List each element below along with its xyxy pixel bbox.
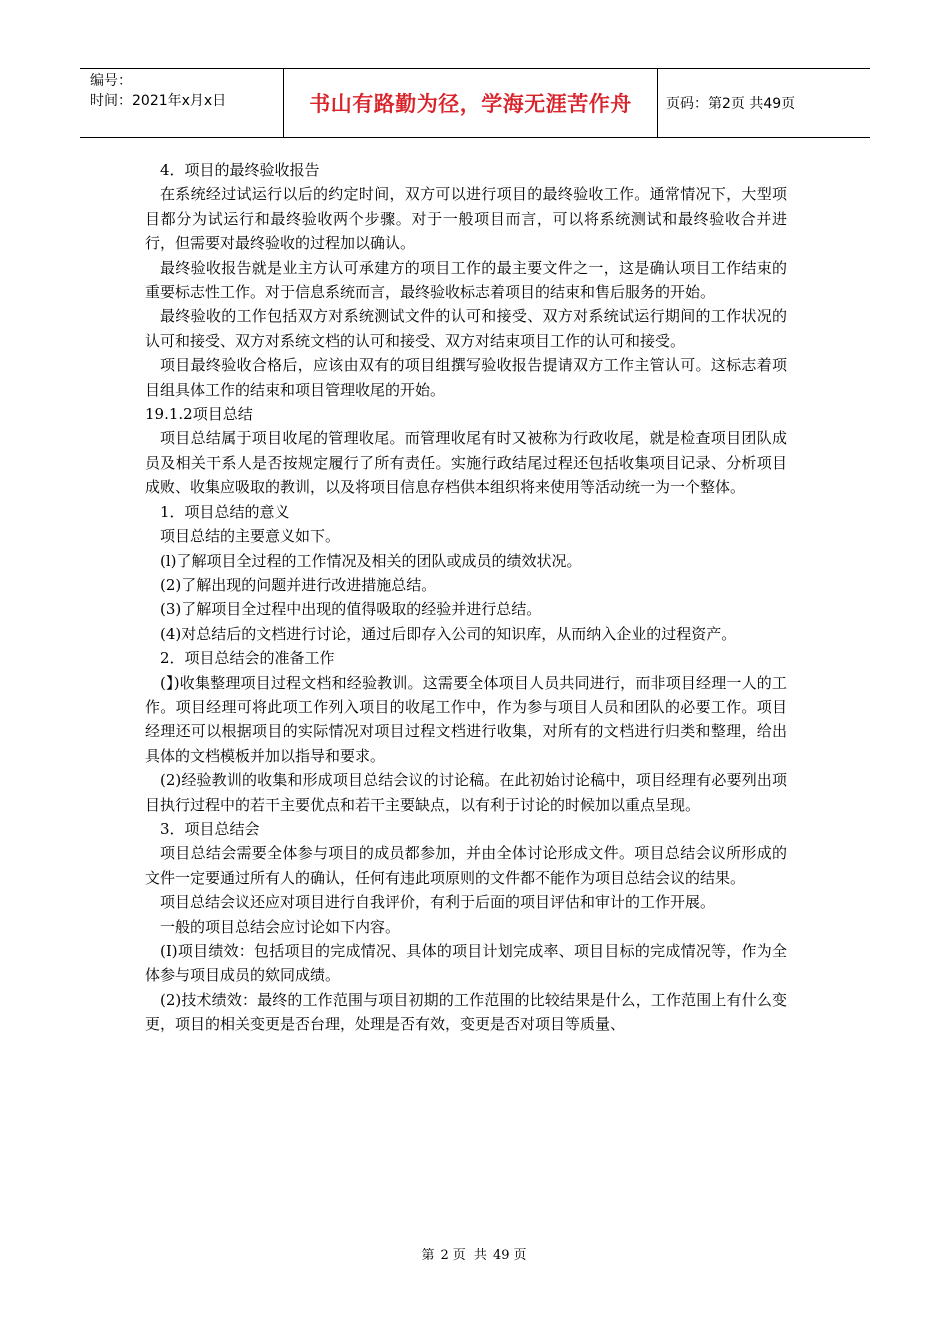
header-motto: 书山有路勤为径，学海无涯苦作舟 xyxy=(309,92,632,116)
paragraph: 4．项目的最终验收报告 xyxy=(160,161,320,179)
footer-page-number: 2 xyxy=(440,1248,449,1263)
paragraph: 最终验收报告就是业主方认可承建方的项目工作的最主要文件之一，这是确认项目工作结束的重要标志性工作。对于信息系统而言，最终验收标志着项目的结束和售后服务的开始。 xyxy=(145,258,787,302)
paragraph: 1．项目总结的意义 xyxy=(160,502,290,521)
footer-suffix: 页 xyxy=(513,1248,529,1263)
paragraph: (2)了解出现的问题并进行改进措施总结。 xyxy=(160,575,437,594)
paragraph: 在系统经过试运行以后的约定时间，双方可以进行项目的最终验收工作。通常情况下，大型项目都分为试运行和最终验收两个步骤。对于一般项目而言，可以将系统测试和最终验收合并进行，但需要对最终验收的过程加以确认。 xyxy=(145,185,787,253)
paragraph: (I)项目绩效：包括项目的完成情况、具体的项目计划完成率、项目目标的完成情况等，作为全体参与项目成员的欸同成绩。 xyxy=(145,942,787,985)
page-footer xyxy=(0,1244,950,1263)
paragraph: 项目总结会需要全体参与项目的成员都参加，并由全体讨论形成文件。项目总结会议所形成的文件一定要通过所有人的确认，任何有违此项原则的文件都不能作为项目总结会议的结果。 xyxy=(145,844,787,887)
paragraph: 项目最终验收合格后，应该由双有的项目组撰写验收报告提请双方工作主管认可。这标志着项目组具体工作的结束和项目管理收尾的开始。 xyxy=(145,356,787,399)
document-body xyxy=(145,158,787,1037)
paragraph: 项目总结属于项目收尾的管理收尾。而管理收尾有时又被称为行政收尾，就是检查项目团队成员及相关干系人是否按规定履行了所有责任。实施行政结尾过程还包括收集项目记录、分析项目成败、收集应吸取的教训，以及将项目信息存档供本组织将来使用等活动统一为一个整体。 xyxy=(145,429,787,497)
header-page-info: 页码：第2页 共49页 xyxy=(666,96,796,112)
paragraph: 一般的项目总结会应讨论如下内容。 xyxy=(160,917,401,936)
paragraph: (4)对总结后的文档进行讨论，通过后即存入公司的知识库，从而纳入企业的过程资产。 xyxy=(160,624,737,643)
paragraph: (】)收集整理项目过程文档和经验教训。这需要全体项目人员共同进行，而非项目经理一人的工作。项目经理可将此项工作列入项目的收尾工作中，作为参与项目人员和团队的必要工作。项目经理还可以根据项目的实际情况对项目过程文档进行收集，对所有的文档进行归类和整理，给出具体的文档模板并加以指导和要求。 xyxy=(145,673,787,765)
paragraph: (3)了解项目全过程中出现的值得吸取的经验并进行总结。 xyxy=(160,600,542,619)
header-meta xyxy=(80,69,283,137)
header-motto-cell xyxy=(283,69,658,137)
paragraph: 最终验收的工作包括双方对系统测试文件的认可和接受、双方对系统试运行期间的工作状况的认可和接受、双方对系统文档的认可和接受、双方对结束项目工作的认可和接受。 xyxy=(145,307,787,350)
footer-prefix: 第 xyxy=(421,1248,437,1263)
footer-total-pages: 49 xyxy=(492,1248,510,1263)
paragraph: 3．项目总结会 xyxy=(160,819,260,838)
footer-middle: 页 共 xyxy=(452,1248,489,1263)
document-number-label: 编号： xyxy=(90,73,132,89)
paragraph: 2．项目总结会的准备工作 xyxy=(160,649,335,668)
document-date: 时间：2021年x月x日 xyxy=(90,93,227,109)
paragraph: 项目总结会议还应对项目进行自我评价，有利于后面的项目评估和审计的工作开展。 xyxy=(160,893,716,912)
paragraph: (2)经验教训的收集和形成项目总结会议的讨论稿。在此初始讨论稿中，项目经理有必要列出项目执行过程中的若干主要优点和若干主要缺点，以有利于讨论的时候加以重点呈现。 xyxy=(145,771,787,814)
paragraph: (l)了解项目全过程的工作情况及相关的团队或成员的绩效状况。 xyxy=(160,551,582,570)
paragraph: 项目总结的主要意义如下。 xyxy=(160,527,341,546)
paragraph: 19.1.2项目总结 xyxy=(145,405,253,424)
paragraph: (2)技术绩效：最终的工作范围与项目初期的工作范围的比较结果是什么，工作范围上有什么变更，项目的相关变更是否台理，处理是否有效，变更是否对项目等质量、 xyxy=(145,990,787,1034)
page-header xyxy=(80,68,870,138)
